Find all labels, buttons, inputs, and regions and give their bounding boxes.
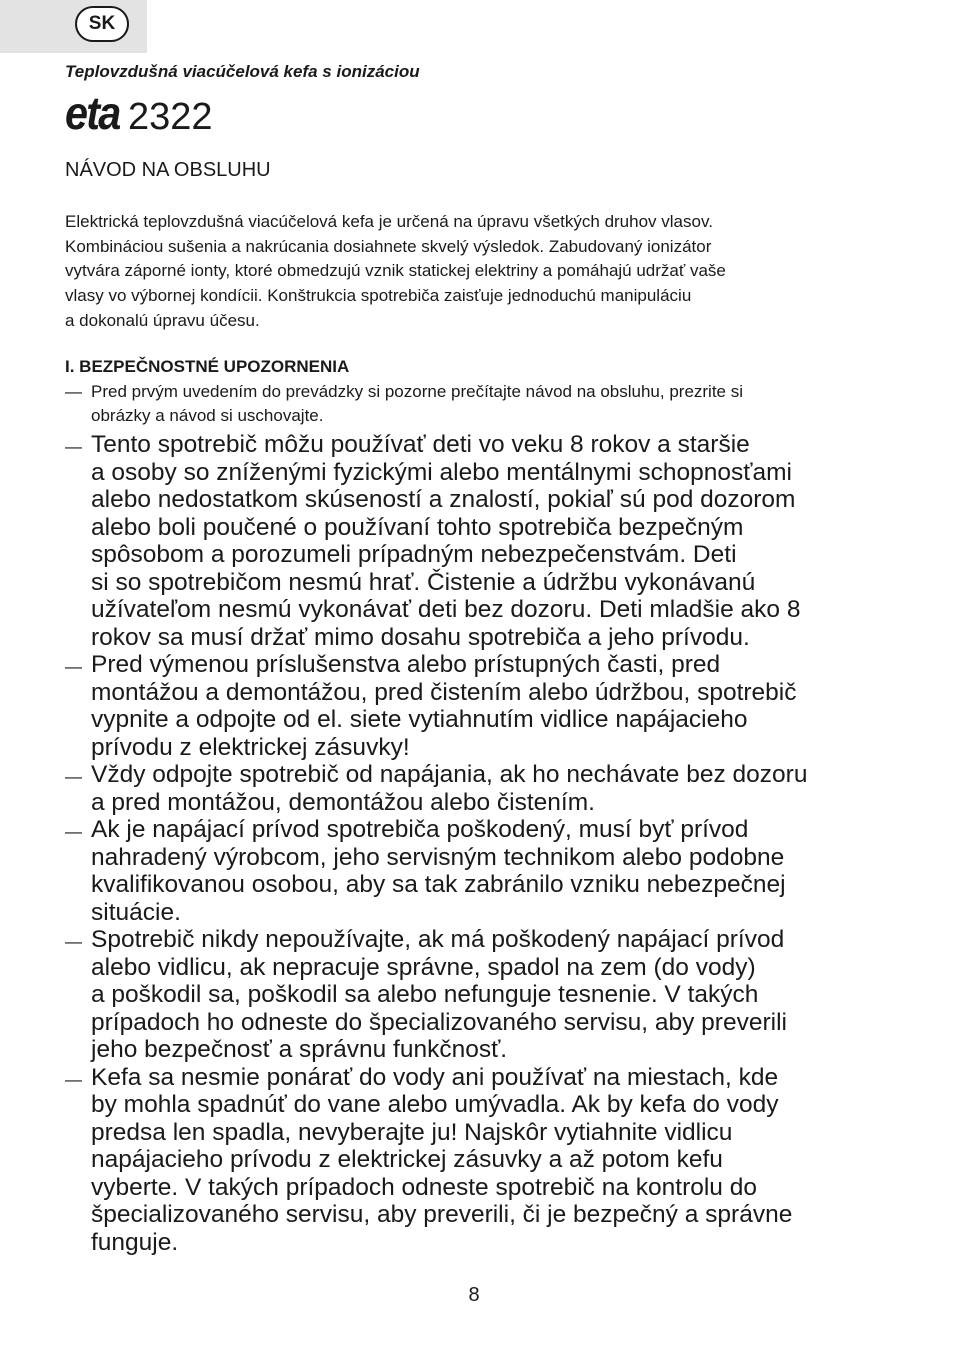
safety-item-line: napájacieho prívodu z elektrickej zásuvky a až potom kefu [91,1146,723,1173]
safety-item-line: Spotrebič nikdy nepoužívajte, ak má poškodený napájací prívod [91,926,785,953]
intro-line: vlasy vo výbornej kondícii. Konštrukcia spotrebiča zaisťuje jednoduchú manipuláciu [65,286,692,306]
language-tab [0,0,147,53]
safety-item [65,431,935,651]
safety-item-line: a poškodil sa, poškodil sa alebo nefunguje tesnenie. V takých [91,981,759,1008]
intro-line: a dokonalú úpravu účesu. [65,310,260,330]
safety-item-line: vypnite a odpojte od el. siete vytiahnutím vidlice napájacieho [91,706,748,733]
safety-item-line: Pred výmenou príslušenstva alebo prístupných časti, pred [91,651,721,678]
model-number: 2322 [127,96,213,138]
section-heading: I. BEZPEČNOSTNÉ UPOZORNENIA [65,357,350,376]
safety-item-line: Kefa sa nesmie ponárať do vody ani používať na miestach, kde [91,1063,779,1091]
safety-item-line: kvalifikovanou osobou, aby sa tak zabránilo vzniku nebezpečnej [91,871,786,898]
safety-item [65,380,895,427]
safety-item [65,816,935,926]
safety-item-line: Tento spotrebič môžu používať deti vo veku 8 rokov a staršie [91,431,750,458]
safety-item-line: nahradený výrobcom, jeho servisným technikom alebo podobne [91,843,785,871]
dash-bullet: — [65,437,82,456]
language-badge: SK [75,6,129,42]
brand-heading [65,86,212,140]
page-number: 8 [468,1284,480,1306]
safety-item-line: vyberte. V takých prípadoch odneste spotrebič na kontrolu do [91,1173,757,1201]
safety-item-line: obrázky a návod si uschovajte. [91,405,324,425]
safety-item-line: predsa len spadla, nevyberajte ju! Najskôr vytiahnite vidlicu [91,1118,733,1146]
safety-item-line: alebo nedostatkom skúseností a znalostí, pokiaľ sú pod dozorom [91,486,796,513]
safety-item-line: funguje. [91,1228,179,1256]
safety-item [65,651,935,761]
dash-bullet: — [65,382,82,401]
safety-item-line: Pred prvým uvedením do prevádzky si pozorne prečítajte návod na obsluhu, prezrite si [91,382,744,401]
safety-item [65,1064,935,1257]
safety-item-line: alebo vidlicu, ak nepracuje správne, spadol na zem (do vody) [91,953,756,981]
safety-item-line: a osoby so zníženými fyzickými alebo mentálnymi schopnosťami [91,458,792,486]
safety-item-line: by mohla spadnúť do vane alebo umývadla. Ak by kefa do vody [91,1091,779,1118]
brand-logo: eta [65,87,120,139]
safety-item-line: užívateľom nesmú vykonávať deti bez dozoru. Deti mladšie ako 8 [91,596,801,623]
safety-item-line: spôsobom a porozumeli prípadným nebezpečenstvám. Deti [91,541,737,568]
intro-line: vytvára záporné ionty, ktoré obmedzujú vznik statickej elektriny a pomáhajú udržať vaše [65,261,726,281]
dash-bullet: — [65,767,82,786]
intro-line: Kombináciou sušenia a nakrúcania dosiahnete skvelý výsledok. Zabudovaný ionizátor [65,236,712,256]
safety-item-line: si so spotrebičom nesmú hrať. Čistenie a údržbu vykonávanú [91,568,756,596]
safety-item-line: Vždy odpojte spotrebič od napájania, ak ho nechávate bez dozoru [91,761,808,788]
safety-item-line: montážou a demontážou, pred čistením alebo údržbou, spotrebič [91,678,797,706]
safety-item-line: špecializovaného servisu, aby preverili, či je bezpečný a správne [91,1201,793,1228]
intro-paragraph [65,210,895,334]
safety-item-line: prípadoch ho odneste do špecializovaného servisu, aby preverili [91,1008,787,1036]
safety-item-line: jeho bezpečnosť a správnu funkčnosť. [91,1036,508,1063]
safety-item-line: Ak je napájací prívod spotrebiča poškodený, musí byť prívod [91,816,749,843]
safety-list [65,431,935,1256]
dash-bullet: — [65,932,82,951]
safety-item-line: situácie. [91,898,181,926]
dash-bullet: — [65,1069,82,1089]
product-subtitle: Teplovzdušná viacúčelová kefa s ionizáciou [65,62,420,81]
dash-bullet: — [65,657,82,676]
document-title: NÁVOD NA OBSLUHU [65,159,271,181]
safety-item-line: alebo boli poučené o používaní tohto spotrebiča bezpečným [91,513,744,541]
safety-item-line: rokov sa musí držať mimo dosahu spotrebiča a jeho prívodu. [91,623,750,651]
dash-bullet: — [65,822,82,841]
safety-item-line: prívodu z elektrickej zásuvky! [91,733,410,761]
safety-item [65,761,935,816]
intro-line: Elektrická teplovzdušná viacúčelová kefa je určená na úpravu všetkých druhov vlasov. [65,212,713,231]
safety-item [65,926,935,1064]
safety-item-line: a pred montážou, demontážou alebo čistením. [91,788,595,816]
